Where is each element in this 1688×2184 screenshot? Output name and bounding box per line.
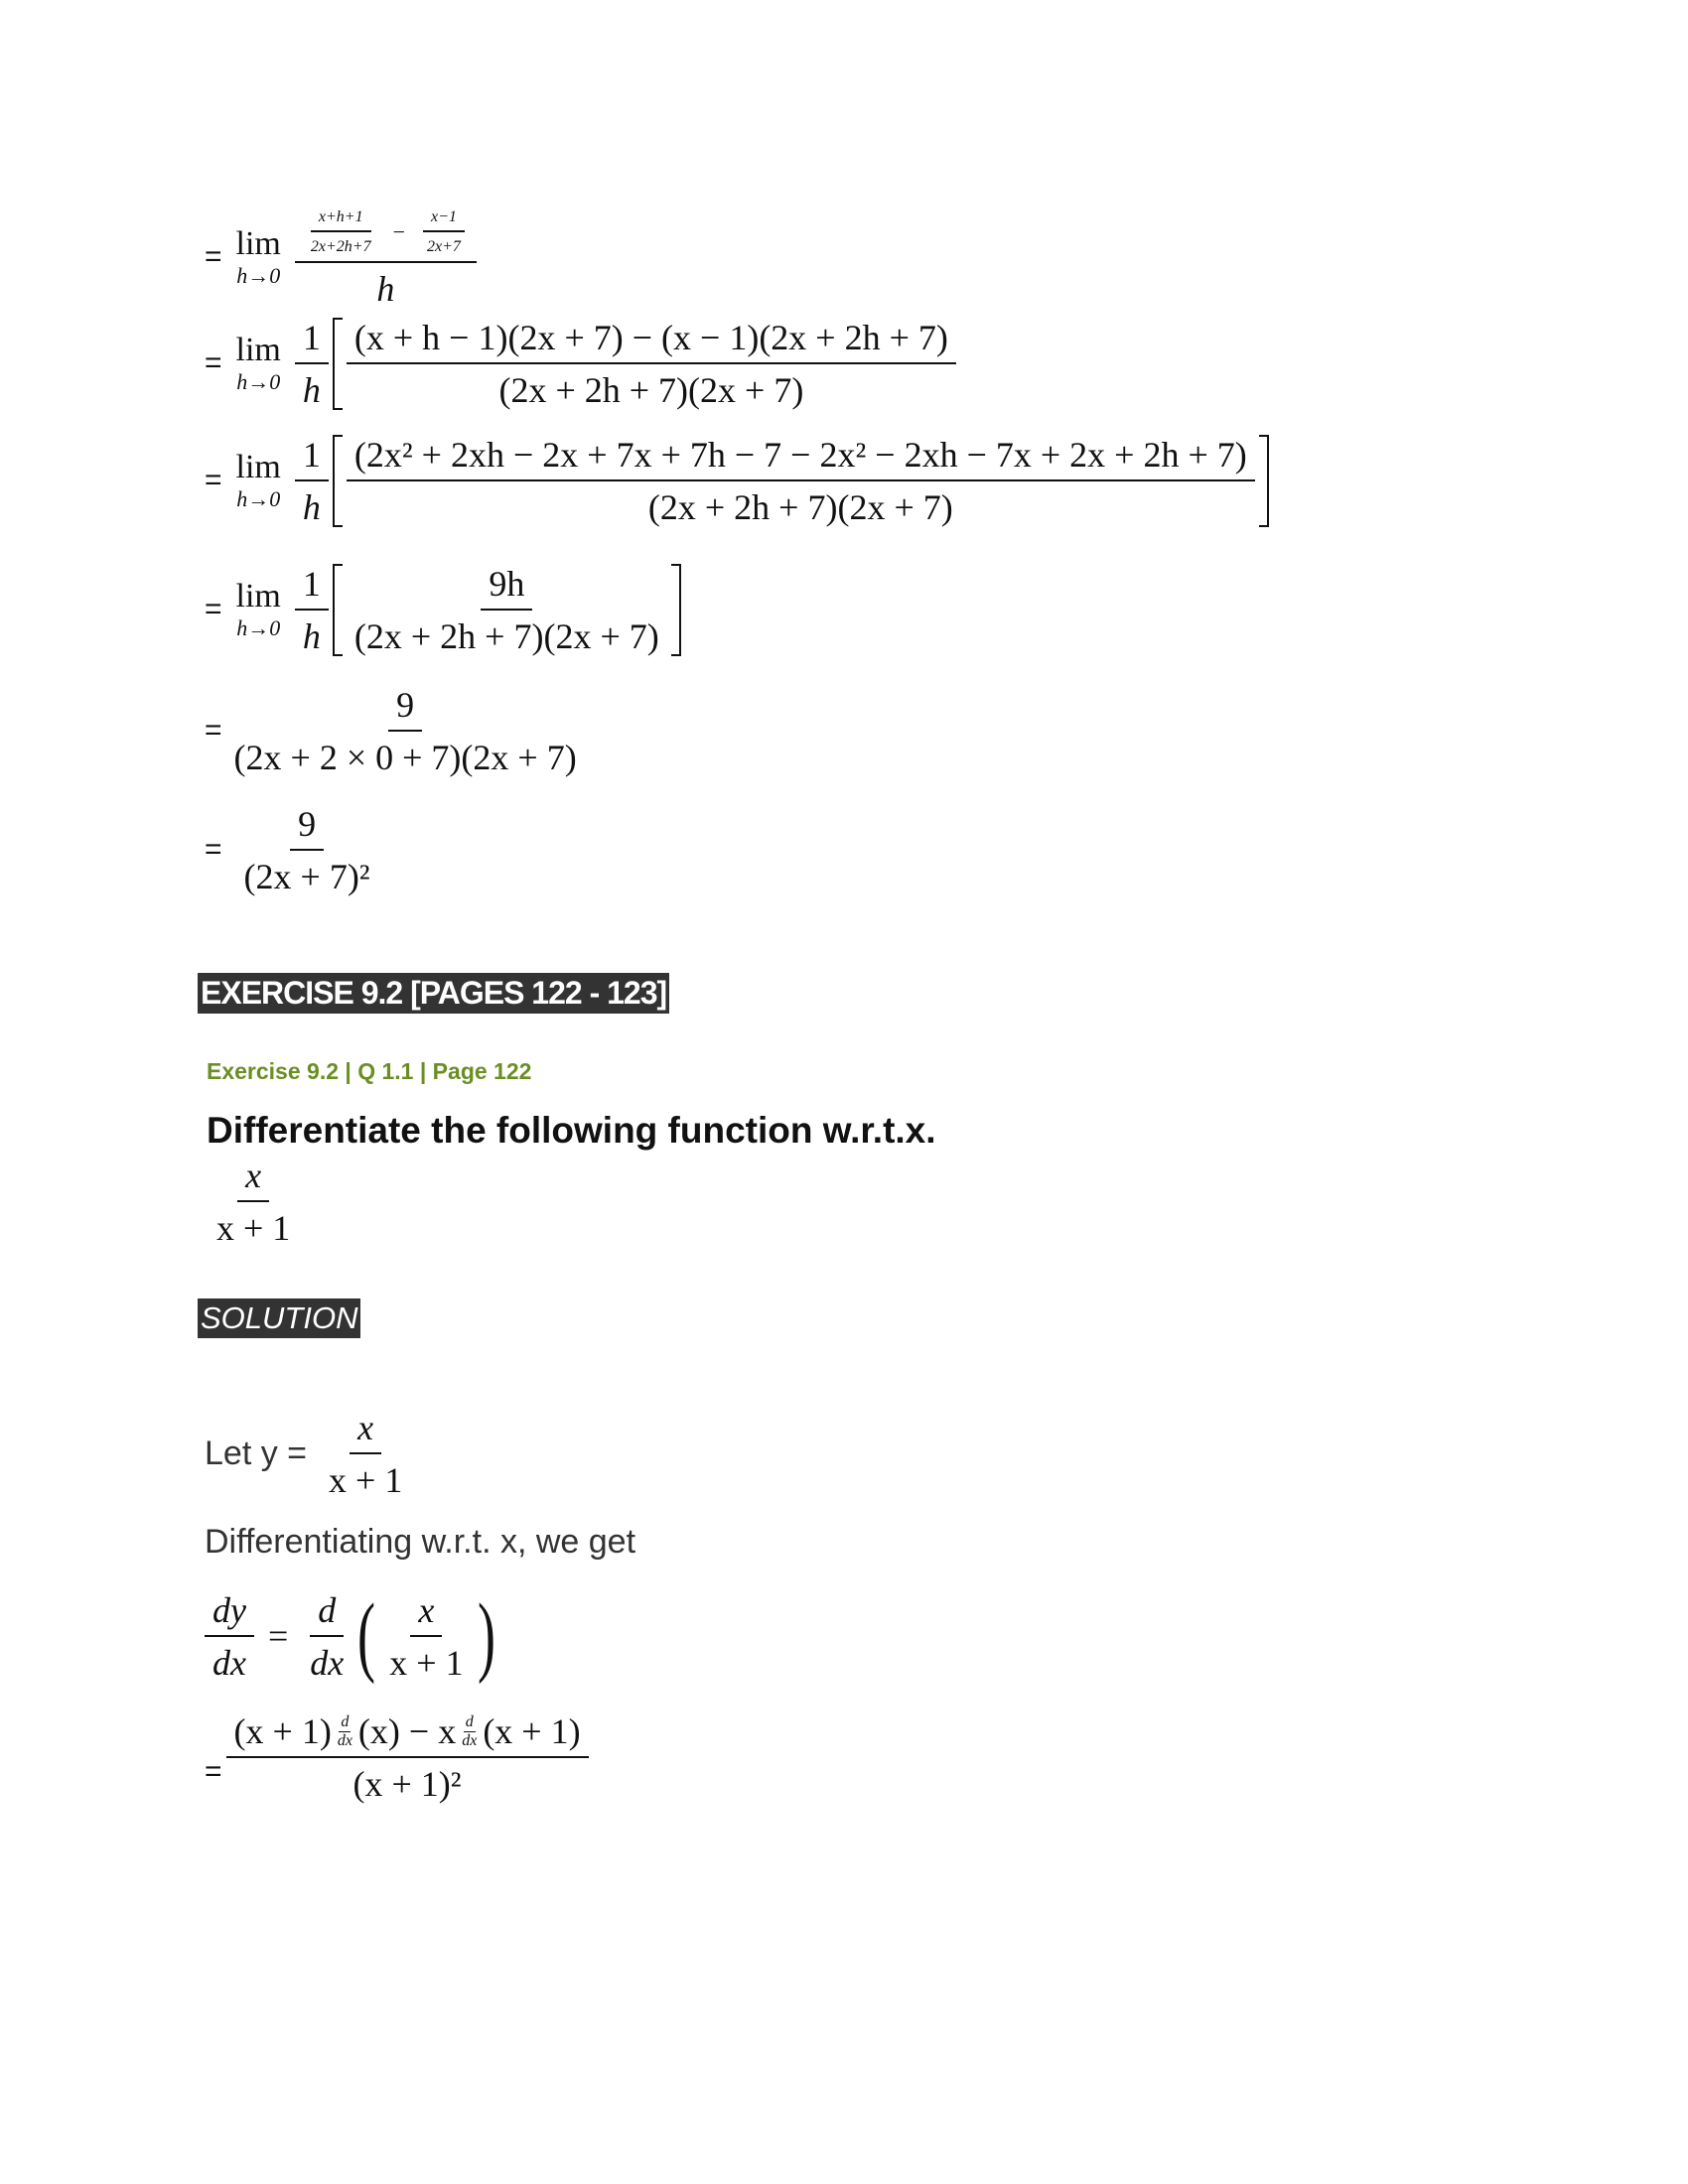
denominator: dx	[310, 1643, 345, 1684]
solution-label: SOLUTION	[198, 1298, 360, 1338]
step-6	[205, 802, 378, 898]
denominator: (2x + 2 × 0 + 7)(2x + 7)	[233, 738, 577, 778]
fraction	[347, 433, 1255, 529]
numerator: 9h	[481, 562, 532, 611]
fraction	[347, 562, 667, 658]
equals: =	[205, 714, 222, 748]
lim-label: lim	[235, 225, 281, 263]
question-reference[interactable]: Exercise 9.2 | Q 1.1 | Page 122	[207, 1058, 532, 1084]
d-dx	[336, 1713, 354, 1751]
denominator: h	[302, 487, 321, 528]
d-dx	[302, 1588, 352, 1685]
minus: −	[392, 218, 405, 244]
derivative-expression	[205, 1588, 501, 1685]
denominator: x + 1	[216, 1208, 291, 1249]
numerator: d	[464, 1713, 476, 1732]
lim-label: lim	[235, 332, 281, 369]
numerator: (2x² + 2xh − 2x + 7x + 7h − 7 − 2x² − 2xh − 7x + 2x + 2h + 7)	[347, 433, 1255, 481]
denominator: (x + 1)²	[352, 1764, 462, 1805]
lim-label: lim	[235, 578, 281, 615]
bracket-left	[333, 318, 343, 410]
numerator: dy	[205, 1588, 254, 1637]
numerator: 1	[295, 562, 329, 611]
lim-sub: h→0	[236, 486, 281, 512]
step-3	[205, 433, 1273, 529]
denominator: (2x + 2h + 7)(2x + 7)	[353, 616, 659, 657]
dy-dx	[205, 1588, 254, 1685]
fraction	[295, 433, 329, 529]
denominator: dx	[337, 1732, 352, 1750]
term: (x + 1)	[233, 1711, 332, 1751]
numerator: x	[237, 1154, 269, 1202]
denominator: h	[302, 370, 321, 411]
denominator: h	[376, 268, 395, 309]
limit	[236, 334, 281, 393]
fraction	[236, 802, 378, 898]
denominator: 2x+7	[427, 238, 461, 256]
bracket-left	[333, 564, 343, 656]
equals: =	[205, 346, 222, 380]
fraction	[226, 1709, 589, 1806]
fraction	[209, 1154, 298, 1250]
fraction	[295, 205, 477, 310]
question-fraction	[209, 1154, 298, 1250]
paren-right: )	[477, 1586, 495, 1686]
fraction	[419, 206, 469, 257]
denominator: (2x + 2h + 7)(2x + 7)	[498, 370, 804, 411]
equals: =	[205, 464, 222, 497]
differentiating-text: Differentiating w.r.t. x, we get	[205, 1523, 636, 1561]
limit	[236, 227, 281, 287]
term: (x) − x	[357, 1711, 457, 1751]
numerator: 1	[295, 316, 329, 364]
denominator: dx	[462, 1732, 478, 1750]
equals: =	[205, 833, 222, 867]
step-1	[205, 205, 477, 310]
fraction	[295, 562, 329, 658]
lim-label: lim	[235, 449, 281, 486]
denominator: (2x + 2h + 7)(2x + 7)	[647, 487, 953, 528]
let-y	[205, 1406, 410, 1502]
denominator: (2x + 7)²	[243, 857, 370, 897]
question-text: Differentiate the following function w.r.t.x.	[207, 1110, 936, 1151]
numerator: x−1	[423, 206, 465, 232]
fraction	[295, 316, 329, 412]
step-2	[205, 316, 956, 412]
numerator: 9	[388, 683, 422, 732]
numerator: 9	[290, 802, 324, 851]
lim-sub: h→0	[236, 615, 281, 641]
numerator: d	[310, 1588, 344, 1637]
exercise-header: EXERCISE 9.2 [PAGES 122 - 123]	[198, 973, 669, 1014]
numerator: d	[339, 1713, 351, 1732]
fraction	[381, 1588, 471, 1685]
fraction	[226, 683, 585, 779]
bracket-right	[1259, 435, 1269, 527]
fraction	[321, 1406, 410, 1502]
equals: =	[205, 240, 222, 274]
bracket-right	[671, 564, 681, 656]
step-4	[205, 562, 685, 658]
equals: =	[205, 593, 222, 626]
numerator: x	[350, 1406, 381, 1454]
equals: =	[267, 1616, 289, 1657]
denominator: dx	[212, 1643, 246, 1684]
numerator: x+h+1	[311, 206, 371, 232]
fraction	[347, 316, 956, 412]
limit	[236, 580, 281, 639]
lim-sub: h→0	[236, 263, 281, 289]
denominator: h	[302, 616, 321, 657]
denominator: x + 1	[389, 1643, 464, 1684]
numerator: x	[410, 1588, 442, 1637]
numerator: (x + h − 1)(2x + 7) − (x − 1)(2x + 2h + 7)	[347, 316, 956, 364]
d-dx	[460, 1713, 479, 1751]
quotient-rule	[205, 1709, 589, 1806]
term: (x + 1)	[483, 1711, 581, 1751]
step-5	[205, 683, 585, 779]
numerator: 1	[295, 433, 329, 481]
equals: =	[205, 1755, 222, 1789]
paren-left: (	[357, 1586, 376, 1686]
denominator: 2x+2h+7	[310, 238, 371, 256]
bracket-left	[333, 435, 343, 527]
lim-sub: h→0	[236, 369, 281, 395]
denominator: x + 1	[329, 1460, 403, 1501]
let-label: Let y =	[205, 1433, 308, 1472]
limit	[236, 451, 281, 510]
fraction	[303, 206, 379, 257]
